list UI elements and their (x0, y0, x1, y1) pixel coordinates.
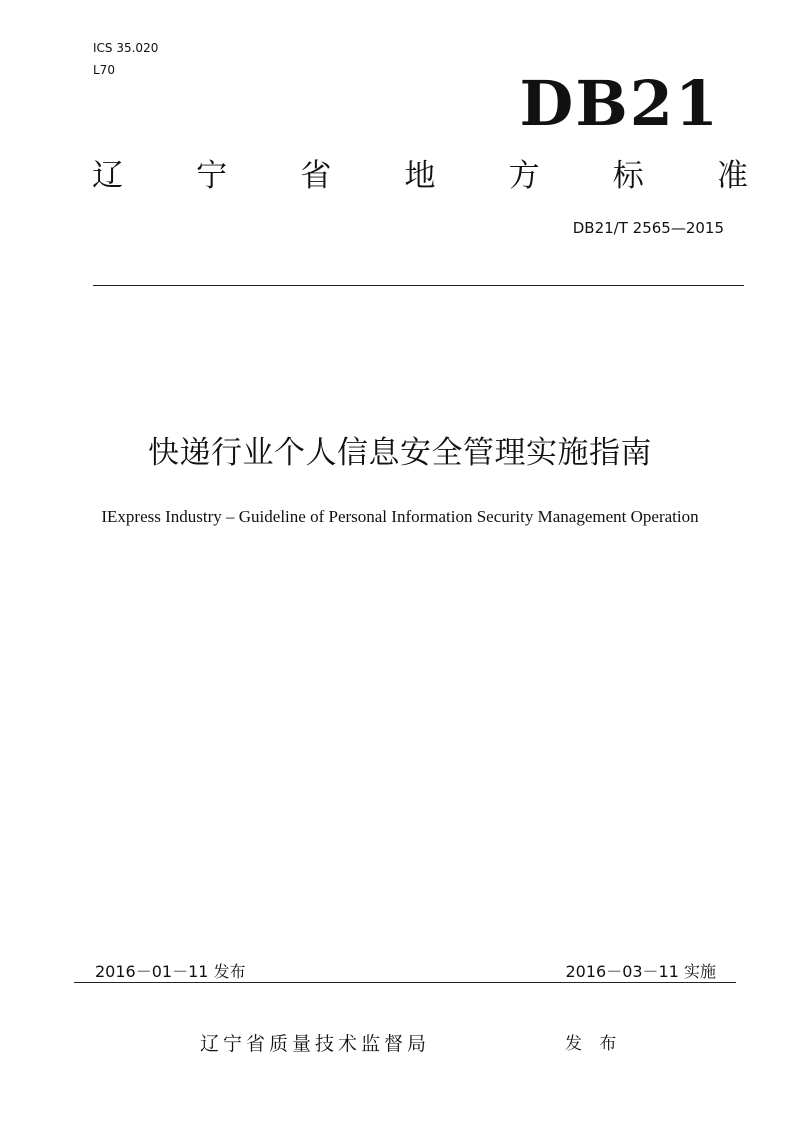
ccs-code: L70 (93, 63, 115, 77)
issuing-authority: 辽宁省质量技术监督局 (200, 1033, 431, 1055)
category-char: 方 (508, 158, 540, 194)
publish-label: 发 布 (565, 1034, 623, 1054)
issue-date: 2016－01－11 发布 (95, 962, 246, 981)
implementation-date: 2016－03－11 实施 (565, 962, 716, 981)
category-char: 宁 (196, 158, 228, 194)
title-chinese: 快递行业个人信息安全管理实施指南 (148, 435, 652, 471)
category-char: 地 (404, 158, 436, 194)
title-english: IExpress Industry – Guideline of Personal Information Security Management Operation (101, 507, 699, 526)
category-char: 标 (612, 158, 644, 194)
footer-divider (74, 982, 736, 983)
category-char: 准 (716, 158, 748, 194)
standard-number: DB21/T 2565—2015 (572, 219, 724, 237)
category-char: 辽 (92, 158, 123, 194)
standard-logo: DB21 (519, 67, 720, 140)
header-divider (93, 285, 744, 286)
ics-code: ICS 35.020 (93, 41, 159, 55)
category-char: 省 (300, 158, 332, 194)
standard-category (92, 157, 748, 195)
